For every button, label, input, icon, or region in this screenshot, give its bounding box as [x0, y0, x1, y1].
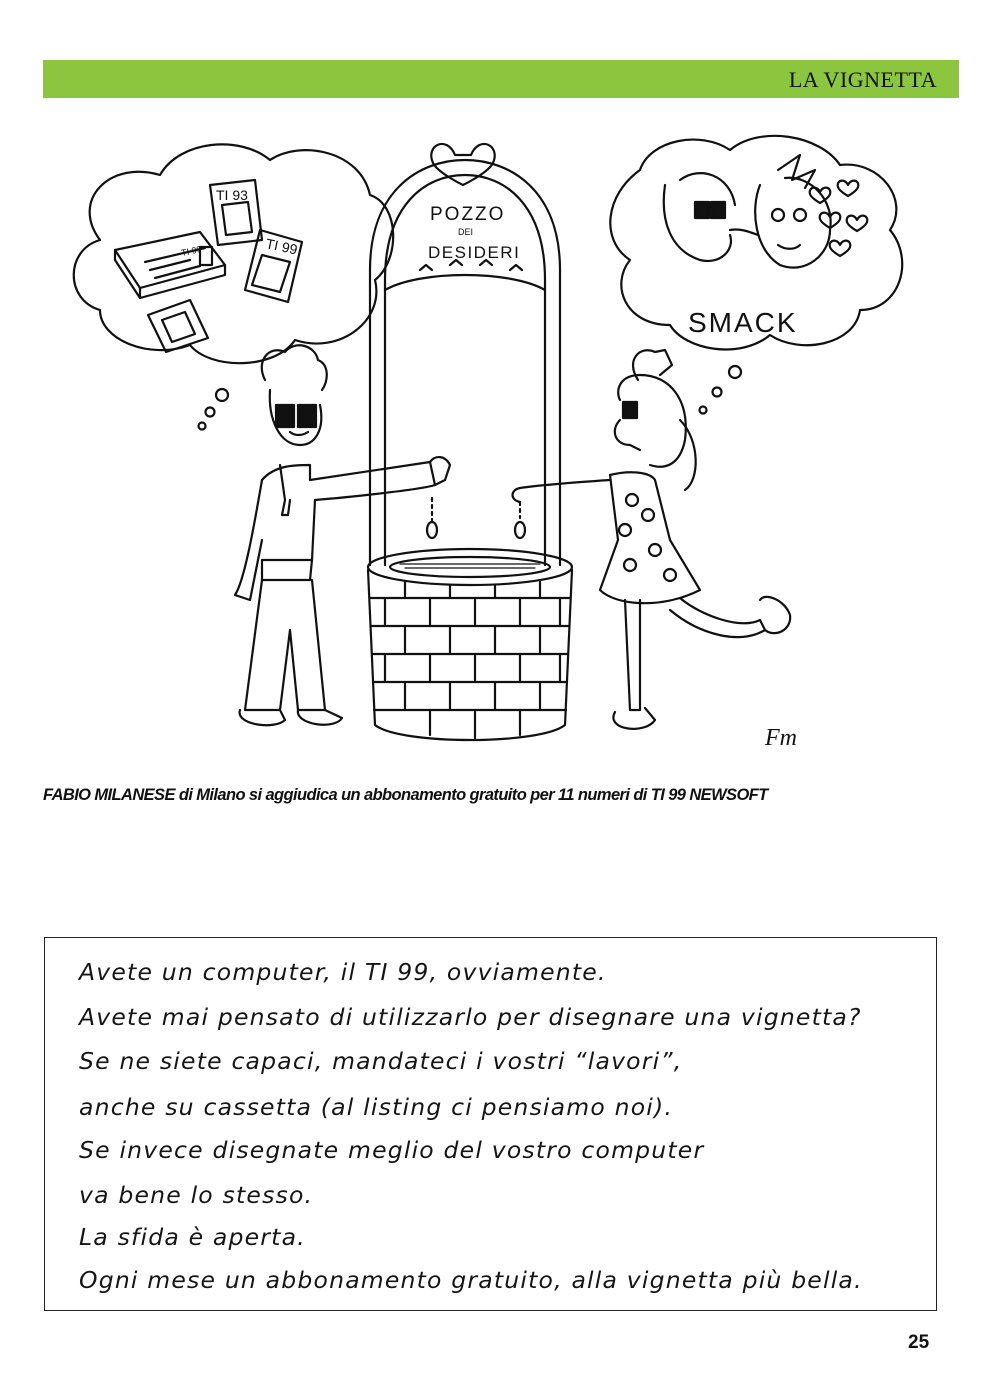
box-line-2: Avete mai pensato di utilizzarlo per disegnare una vignetta?: [79, 1003, 862, 1031]
call-to-action-box: [44, 937, 937, 1311]
well-sign-line1: POZZO: [430, 204, 506, 225]
section-header-bar: [43, 60, 959, 98]
box-line-1: Avete un computer, il TI 99, ovviamente.: [79, 958, 607, 986]
cartoon-illustration: [40, 120, 960, 770]
cartoon-caption: FABIO MILANESE di Milano si aggiudica un abbonamento gratuito per 11 numeri di TI 99 NEWSOFT: [43, 786, 768, 804]
console-label: TI 99: [180, 243, 203, 258]
box-line-7: La sfida è aperta.: [79, 1223, 306, 1251]
right-thought-bubble: [610, 136, 902, 414]
box-line-8: Ogni mese un abbonamento gratuito, alla vignetta più bella.: [79, 1266, 863, 1294]
artist-signature: Fm: [765, 725, 797, 751]
page-number: 25: [908, 1332, 930, 1353]
girl-figure: [513, 350, 791, 729]
box-line-5: Se invece disegnate meglio del vostro computer: [79, 1136, 705, 1164]
computer-console-drawing: [115, 232, 225, 298]
section-title: LA VIGNETTA: [788, 67, 937, 92]
box-line-3: Se ne siete capaci, mandateci i vostri “lavori”,: [79, 1047, 683, 1075]
well-sign-line2: DEI: [458, 227, 474, 237]
well-sign-line3: DESIDERI: [428, 243, 521, 262]
box-line-6: va bene lo stesso.: [79, 1181, 314, 1209]
boy-figure: [235, 345, 450, 725]
smack-sound-text: SMACK: [688, 307, 798, 338]
cartridge-label-2: TI 99: [264, 235, 299, 258]
kissing-faces-drawing: [664, 155, 831, 268]
cartridge-label-1: TI 93: [216, 187, 248, 203]
box-line-4: anche su cassetta (al listing ci pensiamo noi).: [79, 1093, 674, 1121]
well-bricks: [368, 549, 572, 740]
